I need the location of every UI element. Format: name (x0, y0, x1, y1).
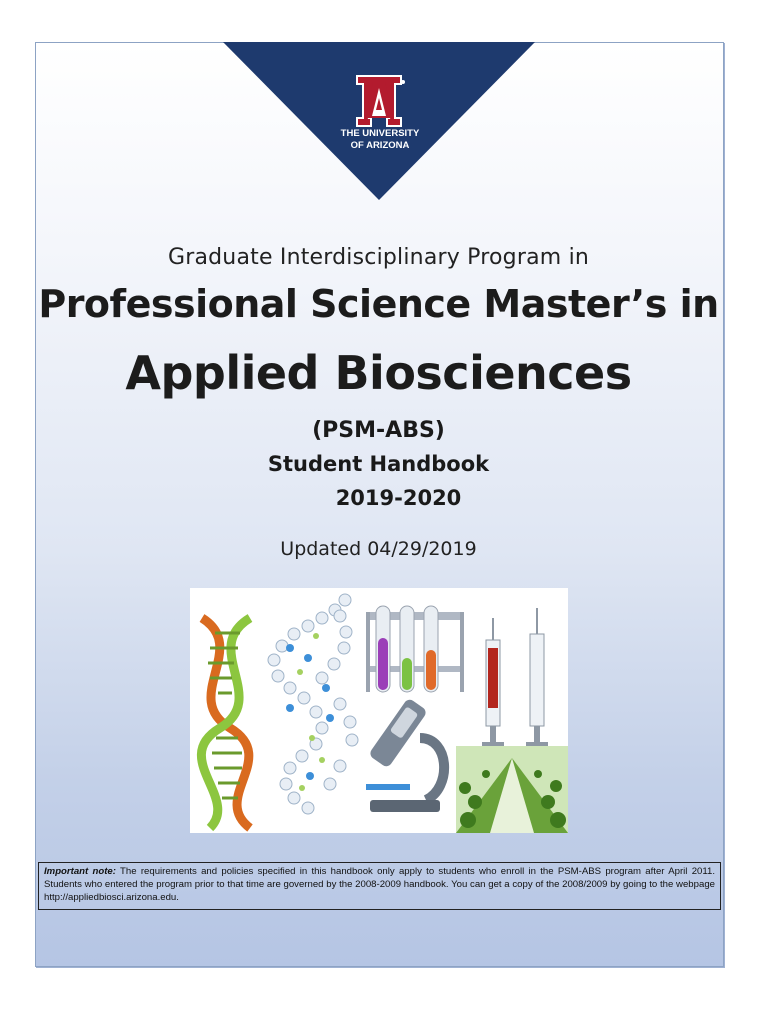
program-abbreviation: (PSM-ABS) (312, 418, 445, 443)
title-line1: Professional Science Master’s in (38, 282, 719, 326)
academic-years: 2019-2020 (335, 486, 462, 510)
university-banner (223, 42, 535, 200)
university-name-line2: OF ARIZONA (350, 140, 410, 151)
document-type: Student Handbook (267, 452, 490, 476)
important-note-text: The requirements and policies specified in this handbook only apply to students who enroll in the PSM-ABS program after April 2011. Students who entered the program prior to that time are governed by the 2008-2009 handbook. You can get a copy of the 2008/2009 by going to the webpage http://appliedbiosci.arizona.edu. (44, 866, 715, 903)
program-subtitle: Graduate Interdisciplinary Program in (167, 245, 590, 270)
university-name (320, 128, 440, 152)
science-illustration (190, 588, 568, 833)
important-note-label: Important note: (44, 866, 116, 877)
university-name-line1: THE UNIVERSITY (340, 128, 420, 139)
title-line2: Applied Biosciences (125, 346, 632, 400)
greenhouse-plants-icon (456, 746, 568, 833)
important-note-box (38, 862, 721, 910)
updated-date: Updated 04/29/2019 (280, 538, 477, 560)
